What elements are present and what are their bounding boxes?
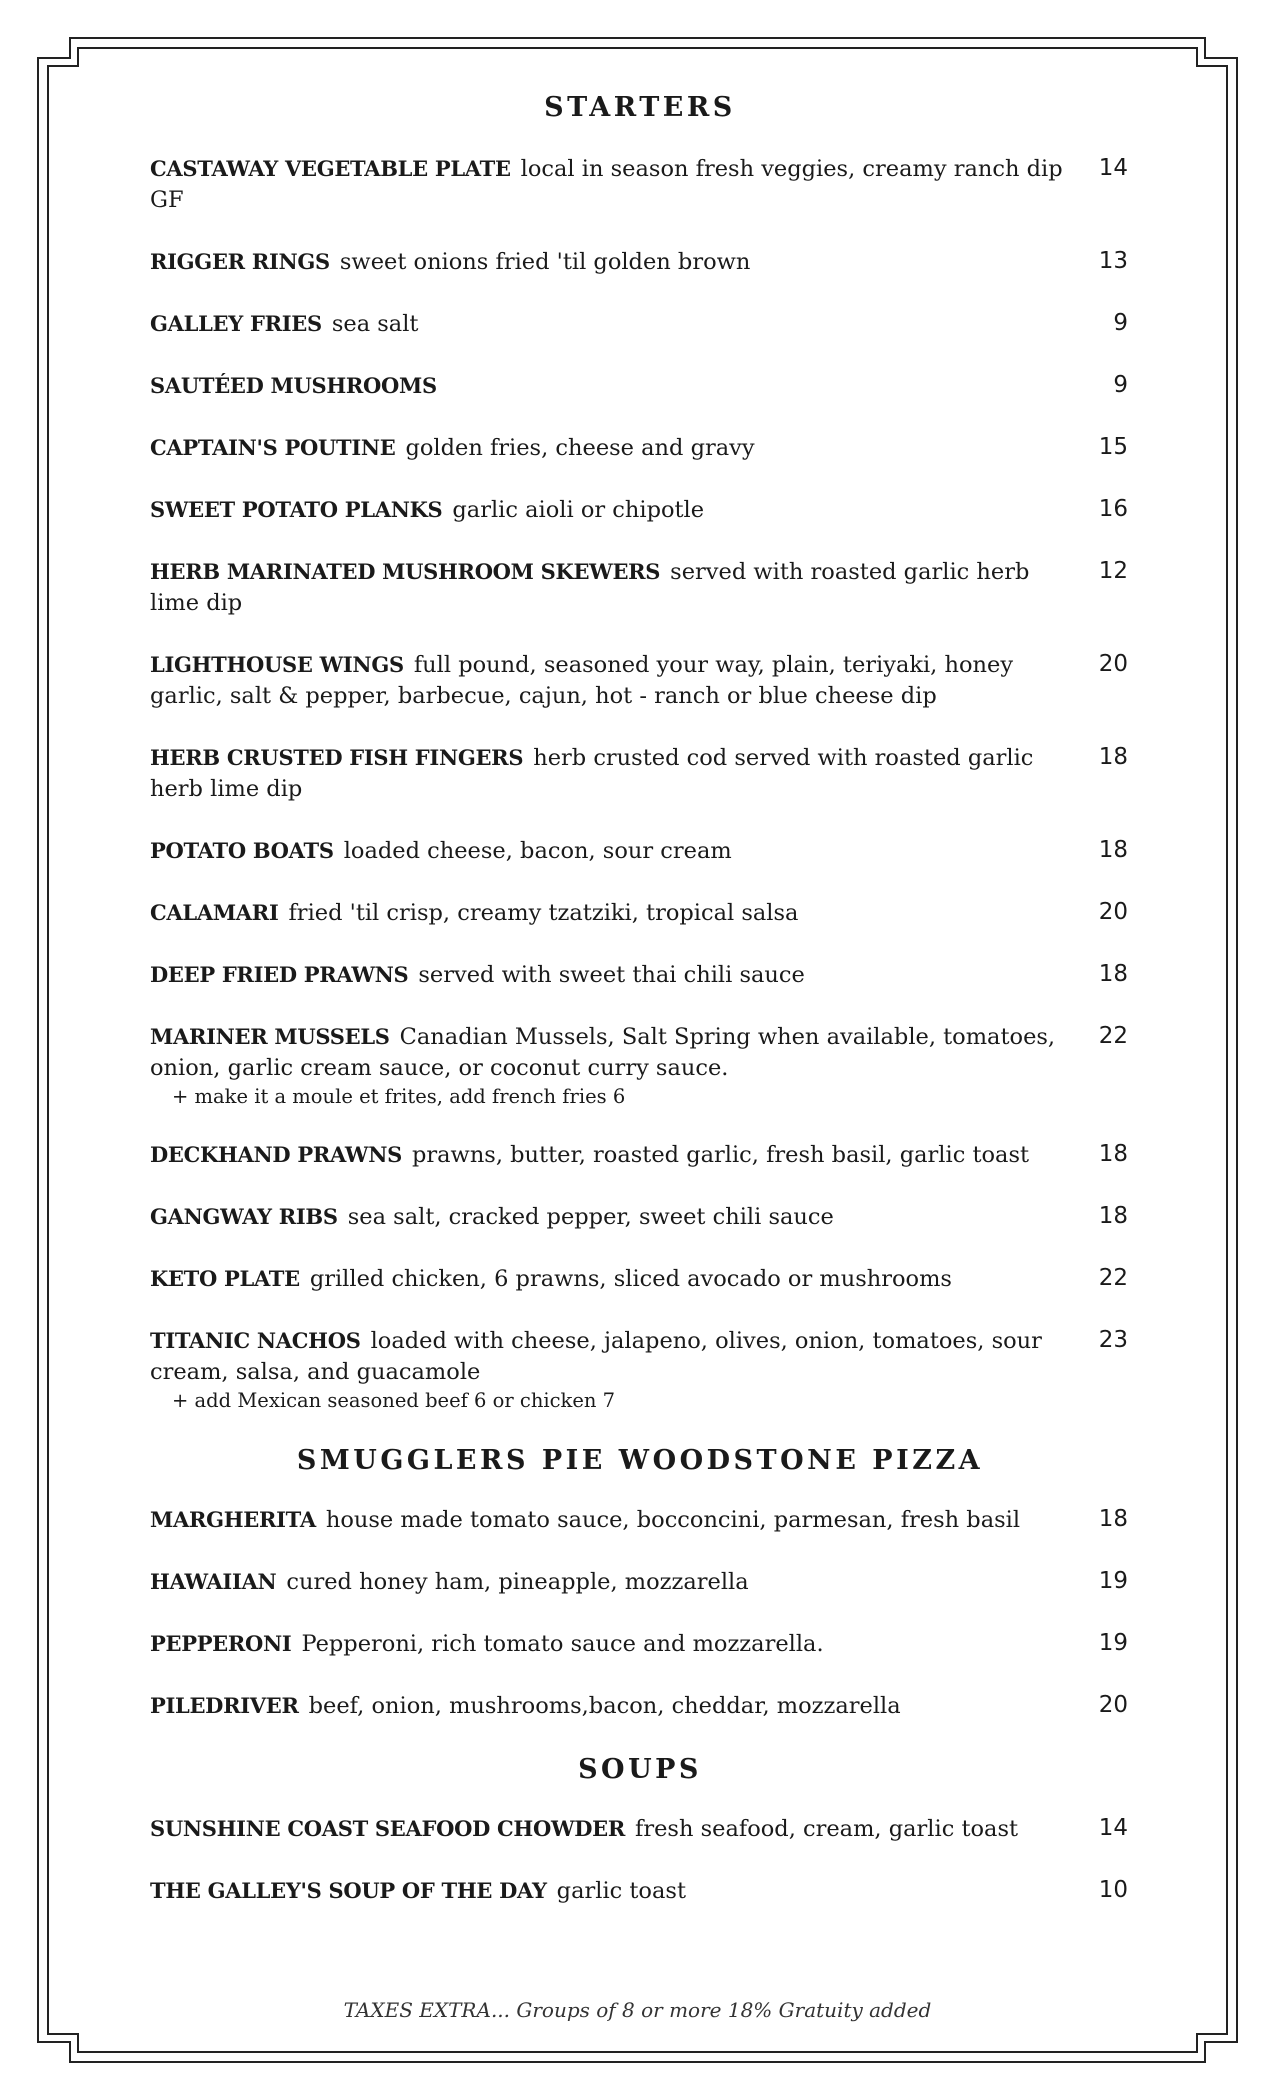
section-title-soups: SOUPS — [578, 1754, 702, 1785]
item-description: served with sweet thai chili sauce — [418, 962, 805, 988]
menu-item — [150, 1628, 1130, 1660]
menu-item — [150, 742, 1130, 805]
item-price: 16 — [1098, 496, 1128, 522]
item-name: CAPTAIN'S POUTINE — [150, 435, 396, 460]
menu-item — [150, 959, 1130, 991]
menu-item — [150, 1021, 1130, 1109]
section-title-starters: STARTERS — [544, 92, 736, 123]
item-description: garlic toast — [556, 1878, 686, 1904]
item-name: GANGWAY RIBS — [150, 1204, 338, 1229]
item-description: sweet onions fried 'til golden brown — [339, 249, 751, 275]
item-name: LIGHTHOUSE WINGS — [150, 652, 404, 677]
menu-item — [150, 153, 1130, 216]
item-name: KETO PLATE — [150, 1266, 300, 1291]
item-description: sea salt, cracked pepper, sweet chili sauce — [347, 1204, 834, 1230]
item-price: 20 — [1098, 1692, 1128, 1718]
item-description: full pound, seasoned your way, plain, teriyaki, honey garlic, salt & pepper, barbecue, cajun, hot - ranch or blue cheese dip — [150, 652, 1014, 709]
menu-item — [150, 370, 1130, 402]
item-price: 9 — [1113, 372, 1128, 398]
item-name: DEEP FRIED PRAWNS — [150, 962, 409, 987]
item-description: prawns, butter, roasted garlic, fresh basil, garlic toast — [411, 1142, 1030, 1168]
item-description: fried 'til crisp, creamy tzatziki, tropical salsa — [288, 900, 799, 926]
item-description: served with roasted garlic herb lime dip — [150, 559, 1030, 616]
item-price: 20 — [1098, 899, 1128, 925]
item-description: fresh seafood, cream, garlic toast — [635, 1816, 1019, 1842]
item-name: SWEET POTATO PLANKS — [150, 497, 443, 522]
menu-item — [150, 1139, 1130, 1171]
menu-item — [150, 1813, 1130, 1845]
menu-item — [150, 1325, 1130, 1413]
item-price: 14 — [1098, 1815, 1128, 1841]
item-price: 19 — [1098, 1630, 1128, 1656]
item-description: herb crusted cod served with roasted garlic herb lime dip — [150, 745, 1034, 802]
menu-item — [150, 1566, 1130, 1598]
item-name: CASTAWAY VEGETABLE PLATE — [150, 156, 511, 181]
menu-item — [150, 1201, 1130, 1233]
item-price: 23 — [1098, 1327, 1128, 1353]
item-name: HERB MARINATED MUSHROOM SKEWERS — [150, 559, 661, 584]
item-name: PILEDRIVER — [150, 1693, 299, 1718]
item-description: golden fries, cheese and gravy — [405, 435, 755, 461]
item-description: Pepperoni, rich tomato sauce and mozzarella. — [301, 1631, 824, 1657]
item-note: + add Mexican seasoned beef 6 or chicken 7 — [172, 1389, 616, 1412]
menu-item — [150, 494, 1130, 526]
menu-item — [150, 1875, 1130, 1907]
item-name: SUNSHINE COAST SEAFOOD CHOWDER — [150, 1816, 626, 1841]
menu-item — [150, 556, 1130, 619]
item-description: loaded cheese, bacon, sour cream — [343, 838, 732, 864]
menu-item — [150, 432, 1130, 464]
item-price: 18 — [1098, 961, 1128, 987]
item-name: MARINER MUSSELS — [150, 1024, 390, 1049]
item-description: beef, onion, mushrooms,bacon, cheddar, mozzarella — [308, 1693, 901, 1719]
item-price: 18 — [1098, 1506, 1128, 1532]
item-description: grilled chicken, 6 prawns, sliced avocado or mushrooms — [309, 1266, 952, 1292]
item-price: 13 — [1098, 248, 1128, 274]
item-price: 22 — [1098, 1023, 1128, 1049]
menu-item — [150, 897, 1130, 929]
item-price: 19 — [1098, 1568, 1128, 1594]
item-name: CALAMARI — [150, 900, 279, 925]
item-name: THE GALLEY'S SOUP OF THE DAY — [150, 1878, 547, 1903]
item-price: 20 — [1098, 651, 1128, 677]
menu-item — [150, 1504, 1130, 1536]
item-price: 10 — [1098, 1877, 1128, 1903]
item-name: MARGHERITA — [150, 1507, 316, 1532]
item-price: 15 — [1098, 434, 1128, 460]
item-price: 9 — [1113, 310, 1128, 336]
item-price: 18 — [1098, 837, 1128, 863]
item-description: loaded with cheese, jalapeno, olives, onion, tomatoes, sour cream, salsa, and guacamole — [150, 1328, 1042, 1385]
item-note: + make it a moule et frites, add french fries 6 — [172, 1085, 626, 1108]
item-description: local in season fresh veggies, creamy ranch dip GF — [150, 156, 1063, 213]
item-price: 18 — [1098, 744, 1128, 770]
item-price: 22 — [1098, 1265, 1128, 1291]
menu-item — [150, 835, 1130, 867]
menu-item — [150, 1690, 1130, 1722]
menu-content — [150, 92, 1130, 1907]
item-name: PEPPERONI — [150, 1631, 292, 1656]
item-price: 12 — [1098, 558, 1128, 584]
item-description: house made tomato sauce, bocconcini, parmesan, fresh basil — [325, 1507, 1021, 1533]
section-title-pizza: SMUGGLERS PIE WOODSTONE PIZZA — [296, 1445, 984, 1476]
menu-item — [150, 649, 1130, 712]
item-name: HAWAIIAN — [150, 1569, 277, 1594]
item-name: POTATO BOATS — [150, 838, 334, 863]
item-name: TITANIC NACHOS — [150, 1328, 361, 1353]
menu-item — [150, 1263, 1130, 1295]
item-price: 18 — [1098, 1203, 1128, 1229]
item-name: SAUTÉED MUSHROOMS — [150, 373, 437, 398]
item-description: Canadian Mussels, Salt Spring when available, tomatoes, onion, garlic cream sauce, or coconut curry sauce. — [150, 1024, 1056, 1081]
item-name: GALLEY FRIES — [150, 311, 322, 336]
item-description: sea salt — [331, 311, 419, 337]
item-name: DECKHAND PRAWNS — [150, 1142, 402, 1167]
menu-item — [150, 308, 1130, 340]
item-price: 18 — [1098, 1141, 1128, 1167]
item-name: RIGGER RINGS — [150, 249, 330, 274]
item-name: HERB CRUSTED FISH FINGERS — [150, 745, 524, 770]
item-description: garlic aioli or chipotle — [452, 497, 705, 523]
footer-note: TAXES EXTRA... Groups of 8 or more 18% Gratuity added — [343, 1998, 932, 2022]
menu-item — [150, 246, 1130, 278]
item-description: cured honey ham, pineapple, mozzarella — [286, 1569, 749, 1595]
item-price: 14 — [1098, 155, 1128, 181]
